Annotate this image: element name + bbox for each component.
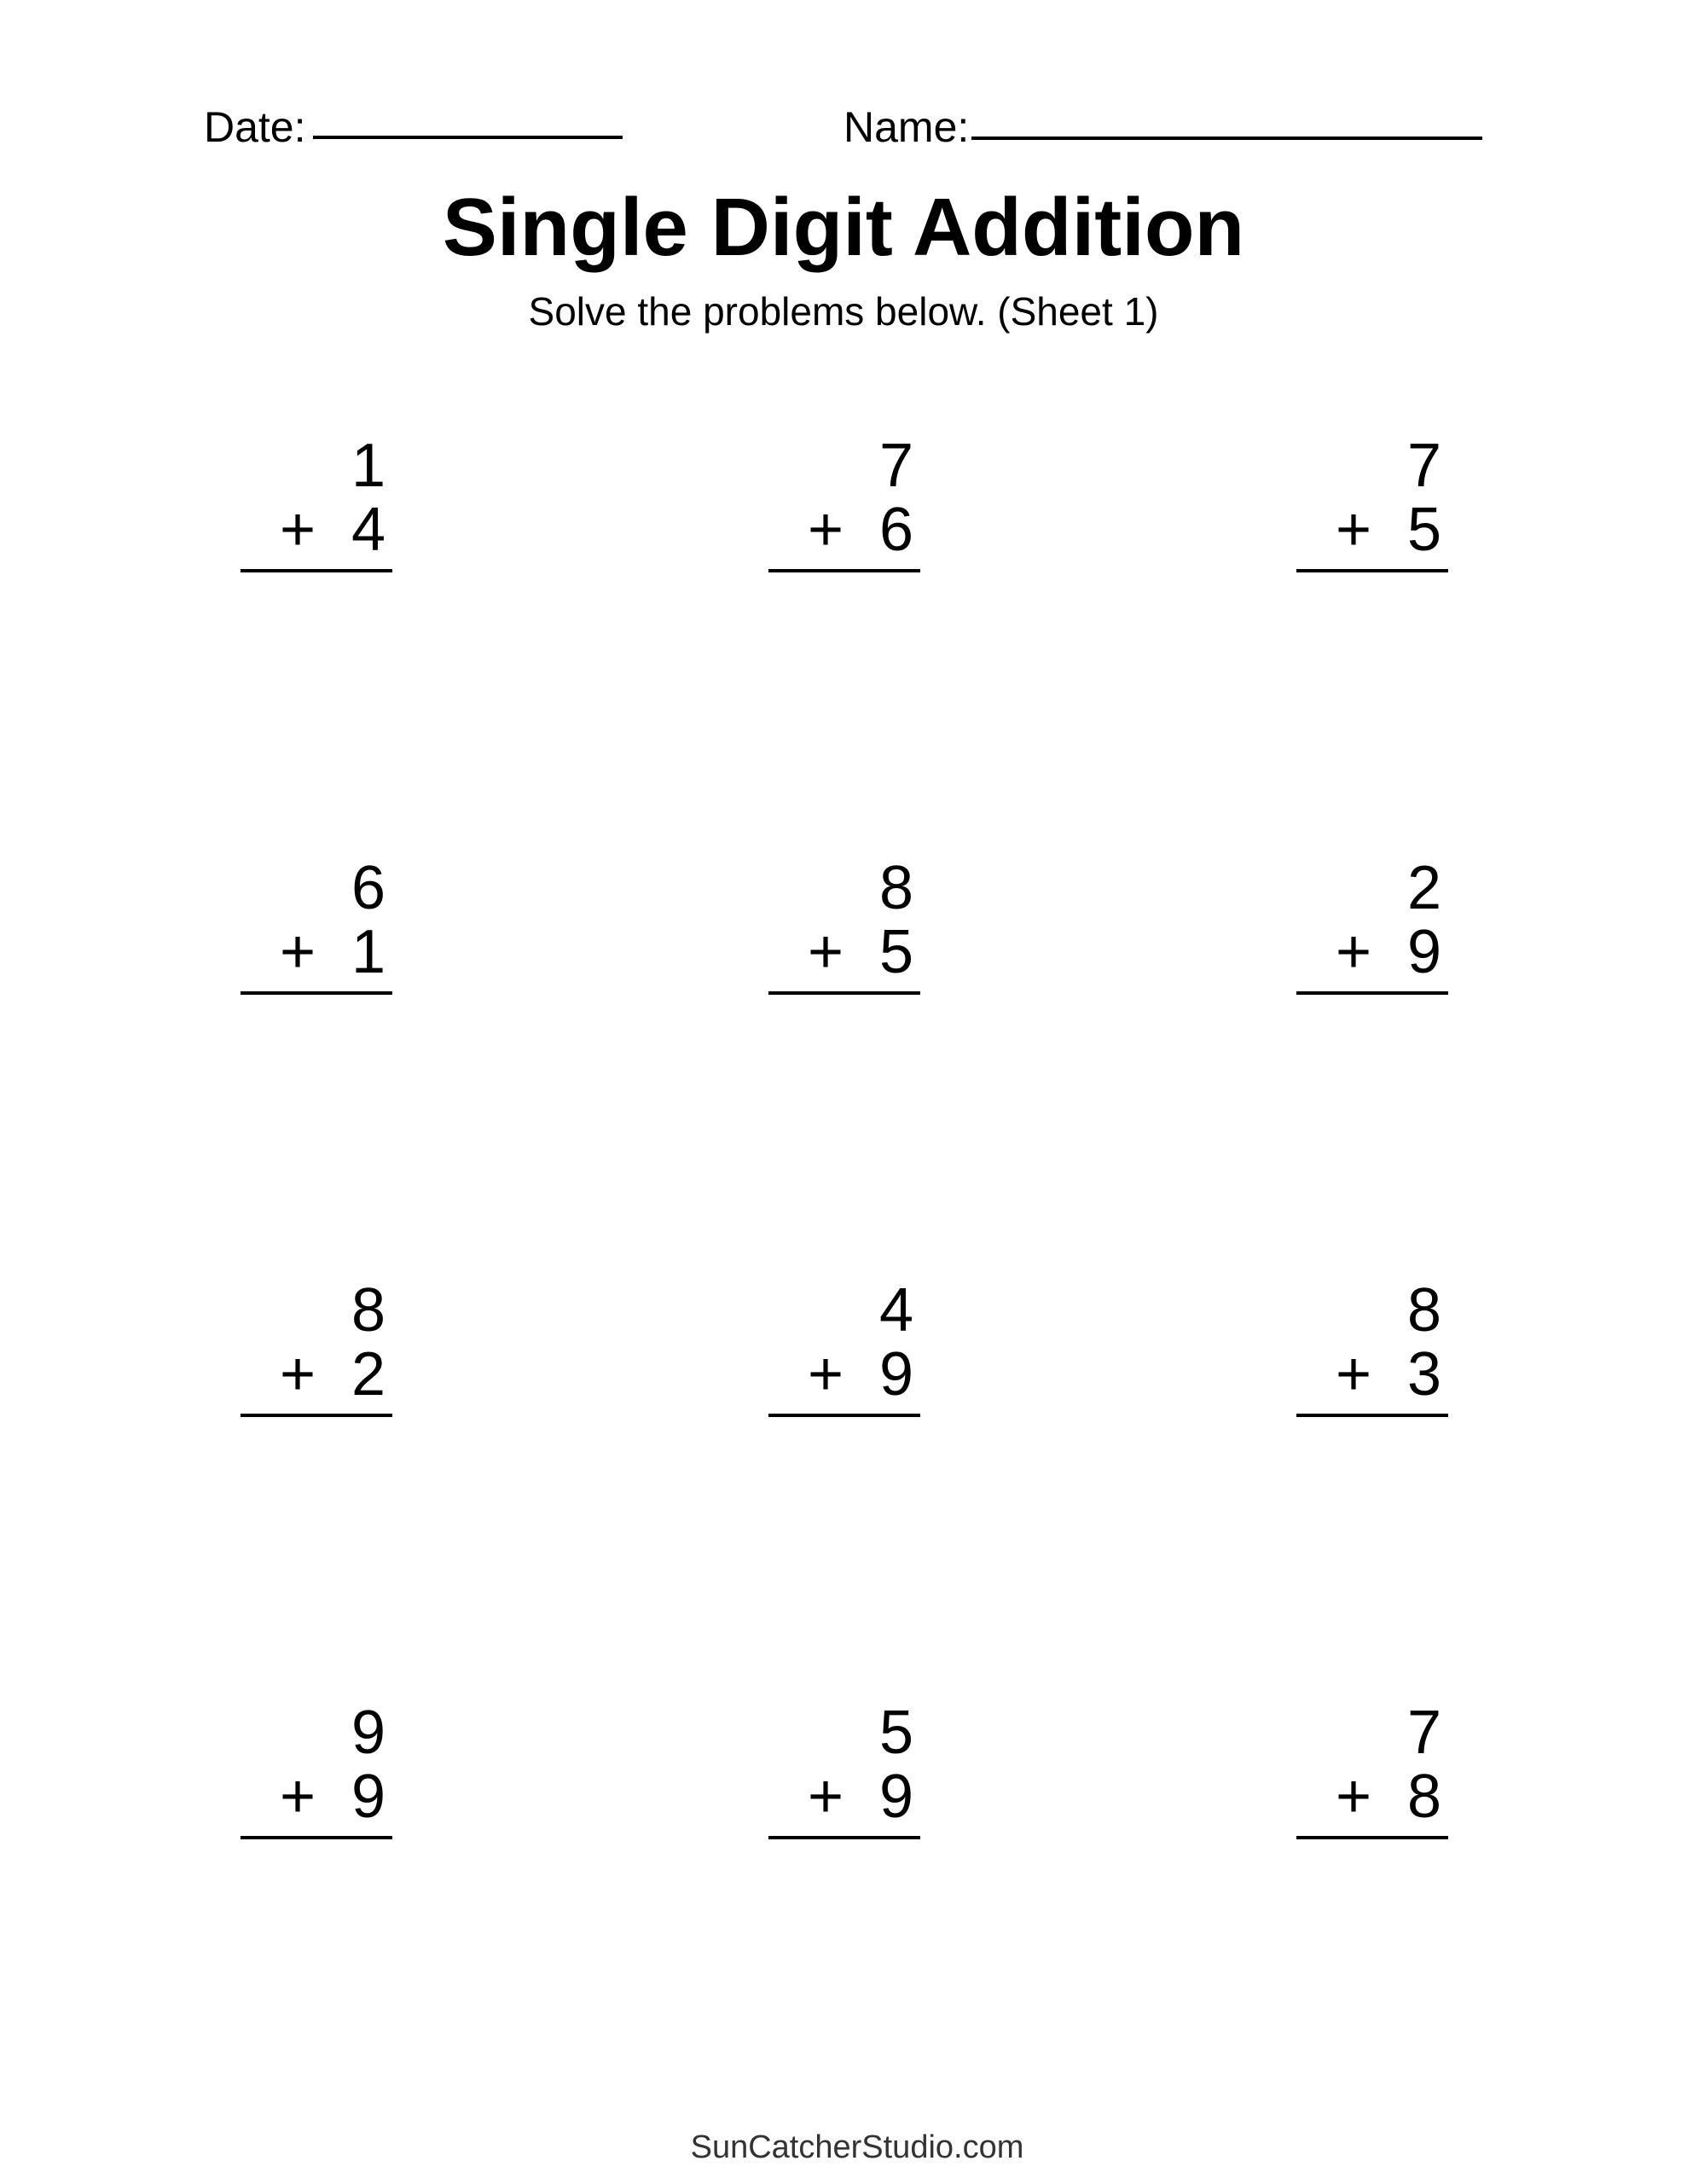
plus-operator: + [280, 918, 316, 986]
bottom-addend: 9 [1406, 918, 1441, 986]
plus-operator: + [280, 1763, 316, 1831]
answer-line [241, 1414, 392, 1417]
answer-line [1296, 569, 1448, 572]
bottom-addend: 3 [1406, 1340, 1441, 1409]
addition-problem-1 [241, 434, 392, 572]
answer-line [1296, 1836, 1448, 1839]
bottom-addend: 9 [351, 1763, 386, 1831]
bottom-addend: 5 [1406, 496, 1441, 564]
date-blank-line [313, 136, 623, 139]
worksheet-subtitle: Solve the problems below. (Sheet 1) [528, 289, 1159, 334]
addition-problem-7 [241, 1276, 392, 1417]
plus-operator: + [808, 1763, 844, 1831]
bottom-addend: 6 [878, 496, 913, 564]
date-label: Date: [204, 103, 306, 151]
addition-problem-12 [1296, 1701, 1448, 1839]
plus-operator: + [1336, 1340, 1372, 1409]
top-addend: 1 [351, 432, 386, 500]
answer-line [241, 569, 392, 572]
plus-operator: + [1336, 1763, 1372, 1831]
top-addend: 4 [878, 1276, 913, 1345]
answer-line [768, 991, 920, 995]
addition-problem-4 [241, 854, 392, 995]
top-addend: 7 [1406, 432, 1441, 500]
plus-operator: + [808, 496, 844, 564]
bottom-addend: 9 [878, 1340, 913, 1409]
answer-line [1296, 1414, 1448, 1417]
addition-problem-2 [768, 434, 920, 572]
plus-operator: + [808, 1340, 844, 1409]
addition-problem-9 [1296, 1276, 1448, 1417]
bottom-addend: 1 [351, 918, 386, 986]
plus-operator: + [808, 918, 844, 986]
addition-problem-5 [768, 854, 920, 995]
bottom-addend: 2 [351, 1340, 386, 1409]
top-addend: 5 [878, 1699, 913, 1767]
top-addend: 9 [351, 1699, 386, 1767]
addition-problem-3 [1296, 434, 1448, 572]
name-blank-line [971, 136, 1482, 140]
top-addend: 8 [878, 854, 913, 922]
top-addend: 7 [1406, 1699, 1441, 1767]
plus-operator: + [1336, 918, 1372, 986]
top-addend: 6 [351, 854, 386, 922]
answer-line [1296, 991, 1448, 995]
top-addend: 2 [1406, 854, 1441, 922]
footer-site-text: SunCatcherStudio.com [690, 2129, 1024, 2165]
answer-line [768, 1836, 920, 1839]
plus-operator: + [280, 496, 316, 564]
worksheet-title: Single Digit Addition [442, 182, 1245, 273]
name-label: Name: [844, 103, 970, 151]
top-addend: 8 [351, 1276, 386, 1345]
answer-line [241, 991, 392, 995]
bottom-addend: 4 [351, 496, 386, 564]
plus-operator: + [280, 1340, 316, 1409]
top-addend: 7 [878, 432, 913, 500]
addition-problem-10 [241, 1701, 392, 1839]
bottom-addend: 5 [878, 918, 913, 986]
answer-line [768, 1414, 920, 1417]
addition-problem-8 [768, 1276, 920, 1417]
answer-line [768, 569, 920, 572]
plus-operator: + [1336, 496, 1372, 564]
problems-grid [241, 434, 1448, 1839]
answer-line [241, 1836, 392, 1839]
top-addend: 8 [1406, 1276, 1441, 1345]
addition-problem-6 [1296, 854, 1448, 995]
bottom-addend: 8 [1406, 1763, 1441, 1831]
bottom-addend: 9 [878, 1763, 913, 1831]
addition-problem-11 [768, 1701, 920, 1839]
